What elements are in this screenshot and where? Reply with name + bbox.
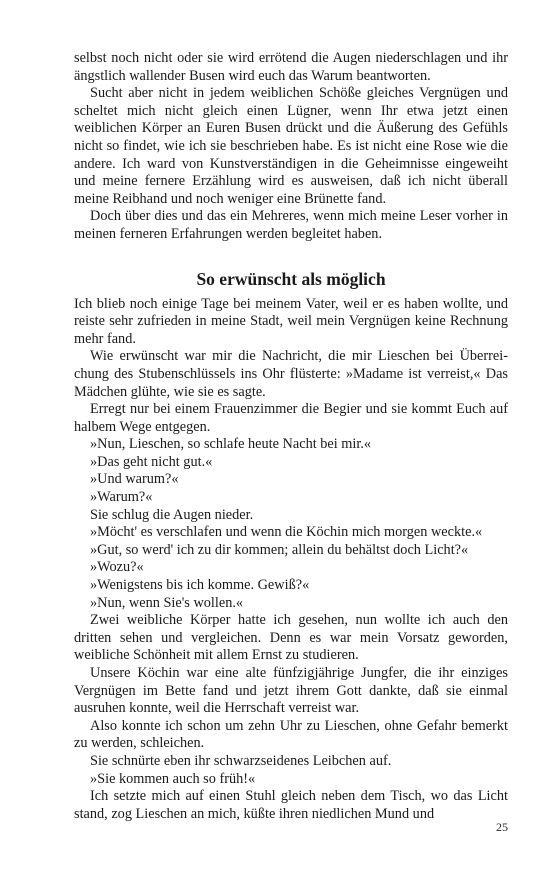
paragraph: Sie schnürte eben ihr schwarzseidenes Leibchen auf. xyxy=(90,752,392,769)
text-block-main xyxy=(74,296,508,824)
text-block-top xyxy=(74,50,508,244)
paragraph: Sie schlug die Augen nieder. xyxy=(90,506,254,523)
paragraph: Doch über dies und das ein Mehreres, wenn mich meine Leser vorher in meinen ferneren Erfahrungen werden begleitet haben. xyxy=(74,208,508,242)
book-page xyxy=(74,50,508,823)
paragraph: Unsere Köchin war eine alte fünfzigjährige Jungfer, die ihr einziges Vergnügen im Bette fand und jetzt ihrem Gott dankte, daß sie einmal ausruhen konnte, weil die Herrschaft verreist war. xyxy=(74,665,508,717)
page-number: 25 xyxy=(496,820,508,834)
paragraph: Also konnte ich schon um zehn Uhr zu Lieschen, ohne Gefahr bemerkt zu werden, schleichen. xyxy=(74,717,508,752)
paragraph: »Nun, wenn Sie's wollen.« xyxy=(90,594,244,611)
paragraph: »Warum?« xyxy=(90,489,153,506)
paragraph: »Wenigstens bis ich komme. Gewiß?« xyxy=(90,577,310,594)
paragraph: »Wozu?« xyxy=(90,559,144,576)
paragraph: »Und warum?« xyxy=(90,471,179,488)
paragraph: selbst noch nicht oder sie wird errötend die Augen niederschlagen und ihr ängstlich wallender Busen wird euch das Warum beantworten. xyxy=(74,50,508,84)
paragraph: Ich blieb noch einige Tage bei meinem Vater, weil er es haben wollte, und reiste sehr zufrieden in meine Stadt, weil mein Vergnügen keine Rechnung mehr fand. xyxy=(74,295,508,347)
paragraph: Sucht aber nicht in jedem weiblichen Schöße gleiches Vergnügen und scheltet mich nicht gleich einen Lügner, wenn Ihr etwa jetzt einen weiblichen Körper an Euren Busen drückt und die Äußerung des Gefühls nicht so findet, wie ich sie beschrieben habe. Es ist nicht eine Rose wie die andere. Ich ward von Kunstverständigen in die Geheimnisse eingeweiht und meine fernere Erzählung wird es ausweisen, daß ich nicht überall meine Reibhand und noch weniger eine Brünette fand. xyxy=(74,85,508,207)
paragraph: »Nun, Lieschen, so schlafe heute Nacht bei mir.« xyxy=(90,436,372,453)
paragraph: »Möcht' es verschlafen und wenn die Köchin mich morgen weckte.« xyxy=(90,524,483,541)
paragraph: Erregt nur bei einem Frauenzimmer die Begier und sie kommt Euch auf halbem Wege entgegen. xyxy=(74,401,508,435)
paragraph: »Gut, so werd' ich zu dir kommen; allein du behältst doch Licht?« xyxy=(90,541,469,558)
paragraph: »Sie kommen auch so früh!« xyxy=(90,770,256,787)
paragraph: Ich setzte mich auf einen Stuhl gleich neben dem Tisch, wo das Licht stand, zog Lieschen an mich, küßte ihren niedlichen Mund und xyxy=(74,788,508,822)
paragraph: »Das geht nicht gut.« xyxy=(90,453,213,470)
paragraph: Wie erwünscht war mir die Nachricht, die mir Lieschen bei Überreichung des Stubenschlüssels ins Ohr flüsterte: »Madame ist verreist,« Das Mädchen glühte, wie sie es sagte. xyxy=(74,348,508,400)
chapter-title: So erwünscht als möglich xyxy=(196,268,386,289)
paragraph: Zwei weibliche Körper hatte ich gesehen, nun wollte ich auch den dritten sehen und vergleichen. Denn es war mein Vorsatz geworden, weibliche Schönheit mit allem Ernst zu studieren. xyxy=(74,612,508,664)
